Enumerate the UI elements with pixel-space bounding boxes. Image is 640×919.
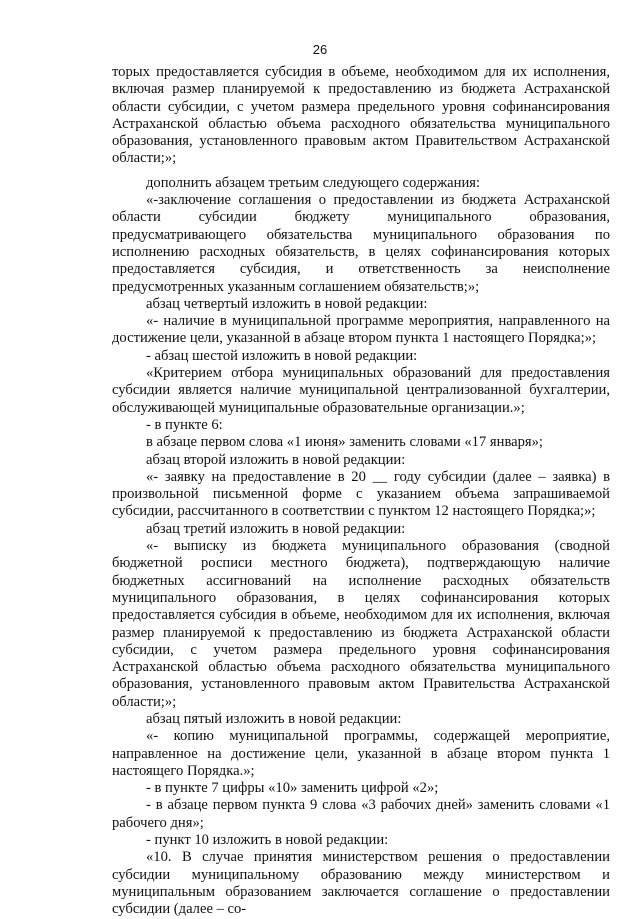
paragraph: - в абзаце первом пункта 9 слова «3 рабочих дней» заменить словами «1 рабочего дня»; xyxy=(112,797,610,831)
paragraph: «- выписку из бюджета муниципального образования (сводной бюджетной росписи местного бюджета), подтверждающую наличие бюджетных ассигнований на исполнение расходных обязательств муниципального образования, в целях софинансирования которых предоставляется субсидия в объеме, необходимом для их исполнения, включая размер планируемой к предоставлению из бюджета Астраханской области субсидии, с учетом размера предельного уровня софинансирования Астраханской областью объема расходного обязательства муниципального образования, установленного правовым актом Правительства Астраханской области;»; xyxy=(112,538,610,710)
paragraph: - абзац шестой изложить в новой редакции: xyxy=(146,347,418,364)
paragraph: «- копию муниципальной программы, содержащей мероприятие, направленное на достижение цели, указанной в абзаце втором пункта 1 настоящего Порядка.»; xyxy=(112,728,610,779)
paragraph: дополнить абзацем третьим следующего содержания: xyxy=(146,174,481,191)
paragraph: - пункт 10 изложить в новой редакции: xyxy=(146,832,389,849)
paragraph: торых предоставляется субсидия в объеме, необходимом для их исполнения, включая размер планируемой к предоставлению из бюджета Астраханской области субсидии, с учетом размера предельного уровня софинансирования Астраханской областью объема расходного обязательства муниципального образования, установленного правовым актом Правительством Астраханской области;»; xyxy=(112,64,610,167)
paragraph: абзац третий изложить в новой редакции: xyxy=(146,520,406,537)
paragraph: - в пункте 6: xyxy=(146,416,223,433)
page-number: 26 xyxy=(312,42,328,57)
paragraph: «10. В случае принятия министерством решения о предоставлении субсидии муниципальному образованию между министерством и муниципальным образованием заключается соглашение о предоставлении субсидии (далее – со- xyxy=(112,849,610,918)
paragraph: «- наличие в муниципальной программе мероприятия, направленного на достижение цели, указанной в абзаце втором пункта 1 настоящего Порядка;»; xyxy=(112,313,610,347)
paragraph: абзац четвертый изложить в новой редакции: xyxy=(146,295,428,312)
paragraph: «Критерием отбора муниципальных образований для предоставления субсидии является наличие муниципальной централизованной бухгалтерии, обслуживающей муниципальные образовательные организации.»; xyxy=(112,365,610,416)
paragraph: абзац второй изложить в новой редакции: xyxy=(146,451,406,468)
paragraph: «-заключение соглашения о предоставлении из бюджета Астраханской области субсидии бюджету муниципального образования, предусматривающего обязательства муниципального образования по исполнению расходных обязательств, в целях софинансирования которых предоставляется субсидия, и ответственность за неисполнение предусмотренных указанным соглашением обязательств;»; xyxy=(112,192,610,295)
document-body xyxy=(112,64,610,919)
paragraph: в абзаце первом слова «1 июня» заменить словами «17 января»; xyxy=(146,434,543,451)
paragraph: - в пункте 7 цифры «10» заменить цифрой «2»; xyxy=(146,780,439,797)
paragraph: «- заявку на предоставление в 20 __ году субсидии (далее – заявка) в произвольной письменной форме с указанием объема запрашиваемой субсидии, рассчитанного в соответствии с пунктом 12 настоящего Порядка;»; xyxy=(112,468,610,520)
paragraph: абзац пятый изложить в новой редакции: xyxy=(146,710,402,727)
